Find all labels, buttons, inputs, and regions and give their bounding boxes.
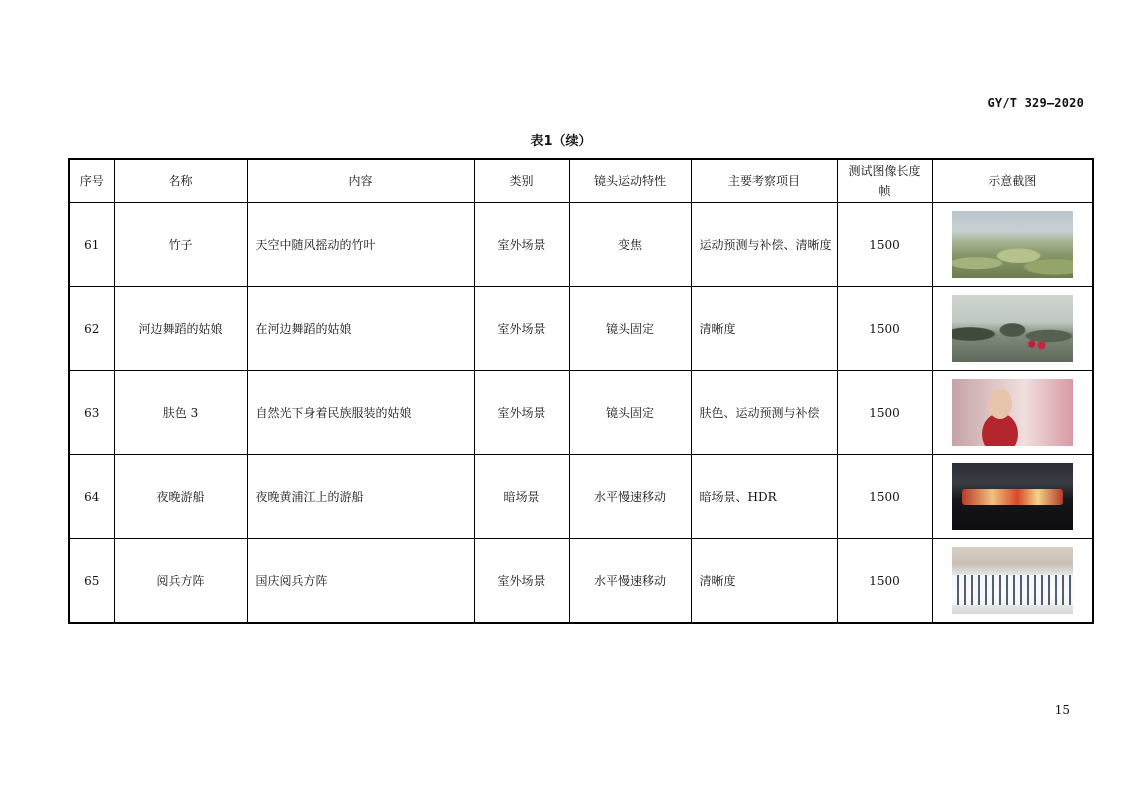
row-name: 夜晚游船 bbox=[114, 455, 247, 539]
test-sequence-table bbox=[68, 158, 1094, 624]
row-thumbnail-cell bbox=[932, 455, 1093, 539]
column-header: 名称 bbox=[114, 159, 247, 203]
row-length: 1500 bbox=[837, 203, 932, 287]
row-items: 清晰度 bbox=[691, 539, 837, 624]
row-items: 运动预测与补偿、清晰度 bbox=[691, 203, 837, 287]
row-number: 64 bbox=[69, 455, 114, 539]
row-number: 62 bbox=[69, 287, 114, 371]
table-title: 表1（续） bbox=[530, 134, 592, 149]
row-number: 61 bbox=[69, 203, 114, 287]
row-items: 清晰度 bbox=[691, 287, 837, 371]
row-name: 肤色 3 bbox=[114, 371, 247, 455]
row-name: 阅兵方阵 bbox=[114, 539, 247, 624]
parade-thumbnail bbox=[952, 547, 1073, 614]
column-header: 测试图像长度 帧 bbox=[837, 159, 932, 203]
row-content: 在河边舞蹈的姑娘 bbox=[247, 287, 474, 371]
row-length: 1500 bbox=[837, 539, 932, 624]
row-motion: 镜头固定 bbox=[569, 371, 691, 455]
row-category: 室外场景 bbox=[474, 203, 569, 287]
column-header: 类别 bbox=[474, 159, 569, 203]
row-thumbnail-cell bbox=[932, 371, 1093, 455]
row-length: 1500 bbox=[837, 287, 932, 371]
column-header: 内容 bbox=[247, 159, 474, 203]
bamboo-thumbnail bbox=[952, 211, 1073, 278]
row-number: 65 bbox=[69, 539, 114, 624]
row-thumbnail-cell bbox=[932, 203, 1093, 287]
row-content: 国庆阅兵方阵 bbox=[247, 539, 474, 624]
row-content: 夜晚黄浦江上的游船 bbox=[247, 455, 474, 539]
document-code: GY/T 329—2020 bbox=[987, 96, 1084, 110]
row-name: 河边舞蹈的姑娘 bbox=[114, 287, 247, 371]
row-motion: 变焦 bbox=[569, 203, 691, 287]
row-number: 63 bbox=[69, 371, 114, 455]
row-content: 自然光下身着民族服装的姑娘 bbox=[247, 371, 474, 455]
row-motion: 水平慢速移动 bbox=[569, 455, 691, 539]
night-cruise-thumbnail bbox=[952, 463, 1073, 530]
row-category: 室外场景 bbox=[474, 287, 569, 371]
row-thumbnail-cell bbox=[932, 539, 1093, 624]
row-items: 肤色、运动预测与补偿 bbox=[691, 371, 837, 455]
row-thumbnail-cell bbox=[932, 287, 1093, 371]
row-category: 室外场景 bbox=[474, 539, 569, 624]
row-length: 1500 bbox=[837, 371, 932, 455]
row-category: 暗场景 bbox=[474, 455, 569, 539]
row-items: 暗场景、HDR bbox=[691, 455, 837, 539]
column-header: 示意截图 bbox=[932, 159, 1093, 203]
page-number: 15 bbox=[1054, 703, 1070, 717]
table-row bbox=[69, 455, 1093, 539]
riverside-dance-thumbnail bbox=[952, 295, 1073, 362]
table-header-row bbox=[69, 159, 1093, 203]
column-header: 主要考察项目 bbox=[691, 159, 837, 203]
skin-tone-thumbnail bbox=[952, 379, 1073, 446]
table-row bbox=[69, 371, 1093, 455]
table-row bbox=[69, 539, 1093, 624]
row-name: 竹子 bbox=[114, 203, 247, 287]
row-motion: 水平慢速移动 bbox=[569, 539, 691, 624]
column-header: 序号 bbox=[69, 159, 114, 203]
table-row bbox=[69, 287, 1093, 371]
row-motion: 镜头固定 bbox=[569, 287, 691, 371]
column-header: 镜头运动特性 bbox=[569, 159, 691, 203]
row-content: 天空中随风摇动的竹叶 bbox=[247, 203, 474, 287]
row-length: 1500 bbox=[837, 455, 932, 539]
table-row bbox=[69, 203, 1093, 287]
row-category: 室外场景 bbox=[474, 371, 569, 455]
